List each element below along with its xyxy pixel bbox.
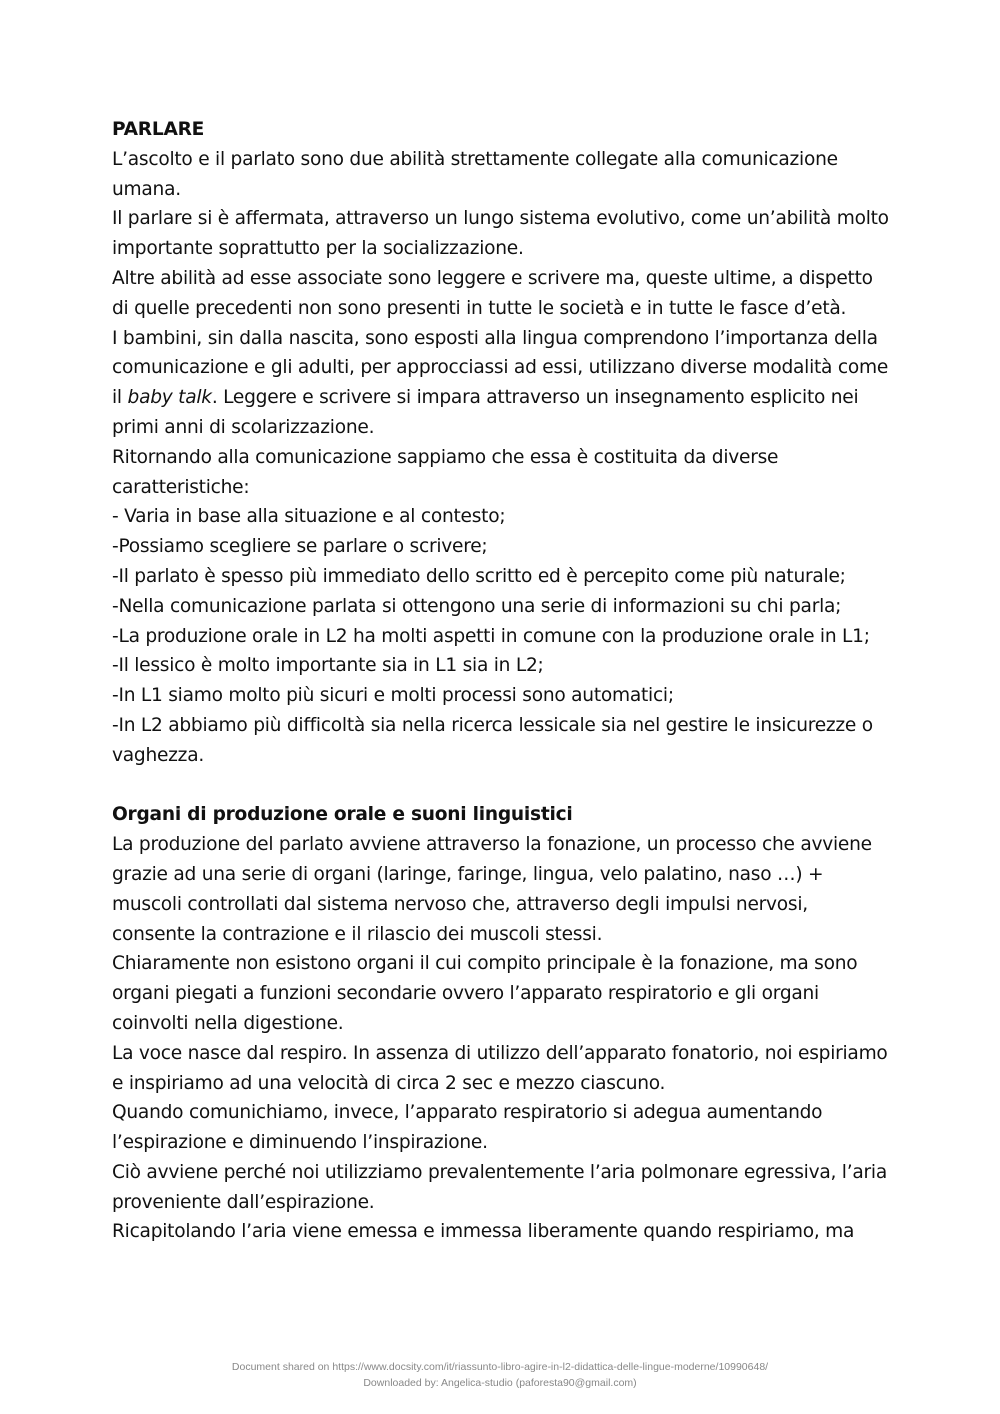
paragraph-text: I bambini, sin dalla nascita, sono esposti alla lingua comprendono l’importanza della comunicazione e gli adulti, per approcciassi ad essi, utilizzano diverse modalità come il: [112, 327, 889, 409]
baby-talk-italic: baby talk: [127, 387, 212, 409]
footer-downloaded-by: Downloaded by: Angelica-studio (paforesta90@gmail.com): [363, 1376, 637, 1389]
list-item: -In L1 siamo molto più sicuri e molti processi sono automatici;: [112, 685, 674, 707]
paragraph: Altre abilità ad esse associate sono leggere e scrivere ma, queste ultime, a dispetto di quelle precedenti non sono presenti in tutte le società e in tutte le fasce d’età.: [112, 267, 873, 319]
page-footer: [0, 1360, 1000, 1391]
paragraph: Il parlare si è affermata, attraverso un lungo sistema evolutivo, come un’abilità molto importante soprattutto per la socializzazione.: [112, 208, 889, 260]
list-item: -In L2 abbiamo più difficoltà sia nella ricerca lessicale sia nel gestire le insicurezze o vaghezza.: [112, 714, 873, 766]
document-body: [112, 115, 892, 1247]
paragraph: Quando comunichiamo, invece, l’apparato respiratorio si adegua aumentando l’espirazione e diminuendo l’inspirazione.: [112, 1102, 823, 1154]
list-item: -Nella comunicazione parlata si ottengono una serie di informazioni su chi parla;: [112, 595, 842, 617]
list-item: - Varia in base alla situazione e al contesto;: [112, 506, 506, 528]
paragraph: Ricapitolando l’aria viene emessa e immessa liberamente quando respiriamo, ma: [112, 1221, 855, 1243]
list-item: -Possiamo scegliere se parlare o scrivere;: [112, 536, 488, 558]
paragraph: La voce nasce dal respiro. In assenza di utilizzo dell’apparato fonatorio, noi espiriamo e inspiriamo ad una velocità di circa 2 sec e mezzo ciascuno.: [112, 1042, 888, 1094]
paragraph: L’ascolto e il parlato sono due abilità strettamente collegate alla comunicazione umana.: [112, 148, 838, 200]
blank-line: [112, 771, 892, 801]
paragraph: La produzione del parlato avviene attraverso la fonazione, un processo che avviene grazie ad una serie di organi (laringe, faringe, lingua, velo palatino, naso …) + muscoli controllati dal sistema nervoso che, attraverso degli impulsi nervosi, consente la contrazione e il rilascio dei muscoli stessi.: [112, 834, 872, 945]
paragraph: Ciò avviene perché noi utilizziamo prevalentemente l’aria polmonare egressiva, l’aria proveniente dall’espirazione.: [112, 1161, 887, 1213]
section-heading-parlare: PARLARE: [112, 119, 205, 140]
paragraph: Ritornando alla comunicazione sappiamo che essa è costituita da diverse caratteristiche:: [112, 446, 779, 498]
paragraph-baby-talk: [112, 324, 892, 443]
list-item: -Il parlato è spesso più immediato dello scritto ed è percepito come più naturale;: [112, 565, 846, 587]
list-item: -La produzione orale in L2 ha molti aspetti in comune con la produzione orale in L1;: [112, 625, 870, 647]
footer-shared-link: Document shared on https://www.docsity.com/it/riassunto-libro-agire-in-l2-didattica-delle-lingue-moderne/10990648/: [231, 1361, 769, 1373]
paragraph: Chiaramente non esistono organi il cui compito principale è la fonazione, ma sono organi piegati a funzioni secondarie ovvero l’apparato respiratorio e gli organi coinvolti nella digestione.: [112, 953, 858, 1034]
section-heading-organi: Organi di produzione orale e suoni linguistici: [112, 804, 573, 826]
paragraph-text: . Leggere e scrivere si impara attraverso un insegnamento esplicito nei primi anni di scolarizzazione.: [112, 387, 859, 438]
list-item: -Il lessico è molto importante sia in L1 sia in L2;: [112, 655, 544, 677]
